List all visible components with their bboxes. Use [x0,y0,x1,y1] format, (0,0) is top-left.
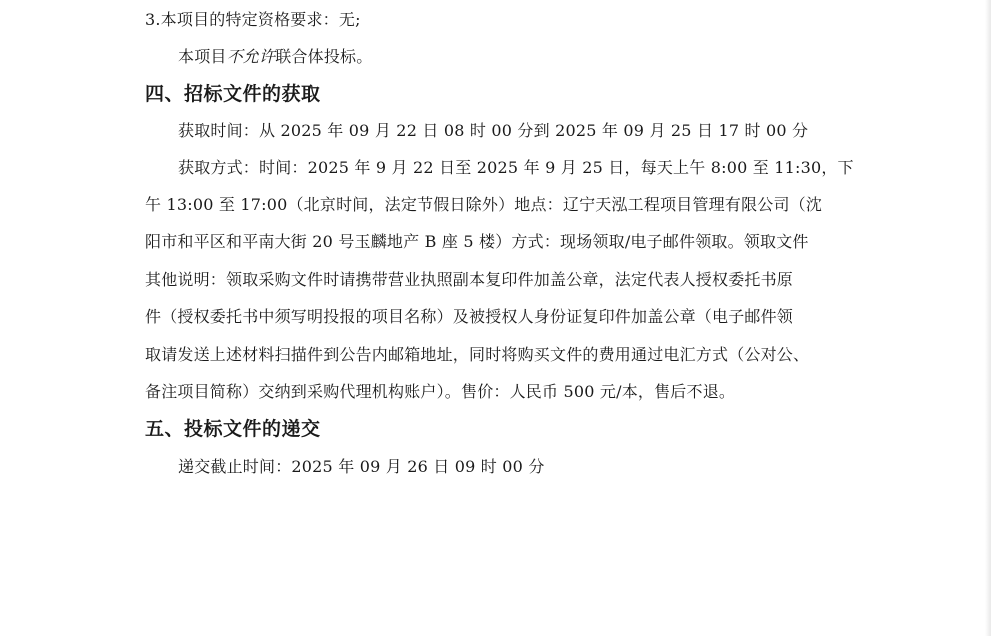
consortium-prefix: 本项目 [178,47,227,66]
page-edge-shadow [985,0,991,636]
deadline-line: 递交截止时间：2025 年 09 月 26 日 09 时 00 分 [178,457,545,476]
method-line-1: 获取方式：时间：2025 年 9 月 22 日至 2025 年 9 月 25 日，每天上午 8:00 至 11:30，下 [178,158,854,177]
consortium-emphasis: 不允许 [226,47,276,66]
qualification-line: 3.本项目的特定资格要求：无; [145,10,361,29]
method-line-5: 件（授权委托书中须写明投报的项目名称）及被授权人身份证复印件加盖公章（电子邮件领 [145,307,794,326]
method-line-4: 其他说明：领取采购文件时请携带营业执照副本复印件加盖公章，法定代表人授权委托书原 [145,270,794,289]
consortium-suffix: 联合体投标。 [275,47,373,66]
method-line-2: 午 13:00 至 17:00（北京时间，法定节假日除外）地点：辽宁天泓工程项目管理有限公司（沈 [145,195,823,214]
method-line-6: 取请发送上述材料扫描件到公告内邮箱地址，同时将购买文件的费用通过电汇方式（公对公、 [145,345,810,364]
section-heading-4: 四、招标文件的获取 [145,83,321,105]
section-heading-5: 五、投标文件的递交 [145,418,321,440]
consortium-line [178,47,372,67]
acquisition-time-line: 获取时间：从 2025 年 09 月 22 日 08 时 00 分到 2025 年 09 月 25 日 17 时 00 分 [178,121,809,140]
method-line-3: 阳市和平区和平南大街 20 号玉麟地产 B 座 5 楼）方式：现场领取/电子邮件领取。领取文件 [145,232,809,251]
method-line-7: 备注项目简称）交纳到采购代理机构账户）。售价：人民币 500 元/本，售后不退。 [145,382,736,401]
